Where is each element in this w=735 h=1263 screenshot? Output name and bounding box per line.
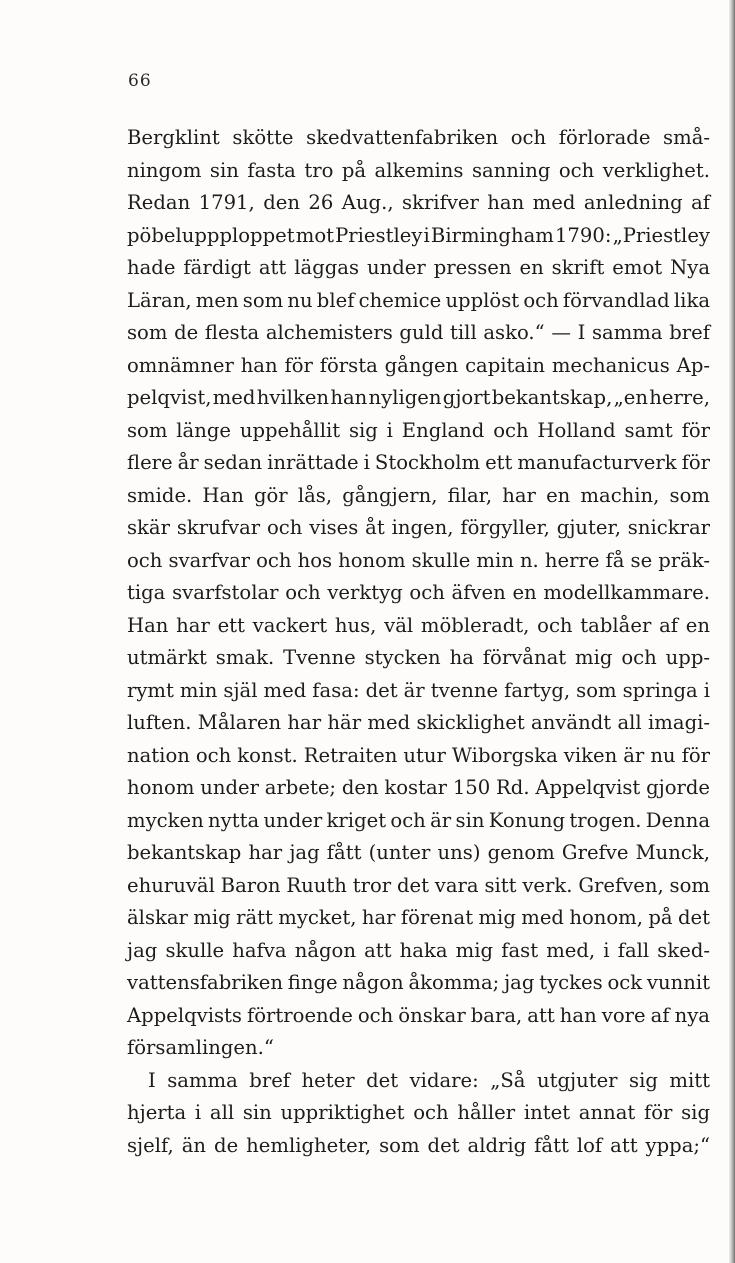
text-line: Bergklint skötte skedvattenfabriken och förlorade små- xyxy=(127,126,710,149)
text-line: älskar mig rätt mycket, har förenat mig med honom, på det xyxy=(127,906,710,929)
paragraph-end-line: församlingen.“ xyxy=(127,1036,274,1059)
text-line: Läran, men som nu blef chemice upplöst och förvandlad lika xyxy=(127,288,710,312)
text-line: rymt min själ med fasa: det är tvenne fartyg, som springa i xyxy=(127,678,710,702)
text-line: tiga svarfstolar och verktyg och äfven en modellkammare. xyxy=(127,581,710,604)
text-line: Appelqvists förtroende och önskar bara, att han vore af nya xyxy=(127,1003,710,1027)
text-line: pöbeluppploppet mot Priestley i Birmingham 1790: „Priestley xyxy=(127,223,710,247)
text-line: ningom sin fasta tro på alkemins sanning och verklighet. xyxy=(127,158,710,182)
text-line: Redan 1791, den 26 Aug., skrifver han med anledning af xyxy=(127,191,710,214)
paragraph-start-line: I samma bref heter det vidare: „Så utgjuter sig mitt xyxy=(148,1068,710,1092)
text-line: smide. Han gör lås, gångjern, filar, har en machin, som xyxy=(127,483,710,507)
text-line: luften. Målaren har här med skicklighet användt all imagi- xyxy=(127,711,710,734)
text-line: honom under arbete; den kostar 150 Rd. Appelqvist gjorde xyxy=(127,776,710,799)
body-text xyxy=(127,122,710,1162)
text-line: och svarfvar och hos honom skulle min n. herre få se präk- xyxy=(127,548,710,572)
text-line: flere år sedan inrättade i Stockholm ett manufacturverk för xyxy=(127,451,710,474)
text-line: mycken nytta under kriget och är sin Konung trogen. Denna xyxy=(127,808,710,832)
text-line: som länge uppehållit sig i England och Holland samt för xyxy=(127,418,710,442)
text-line: omnämner han för första gången capitain mechanicus Ap- xyxy=(127,353,710,377)
text-line: utmärkt smak. Tvenne stycken ha förvånat mig och upp- xyxy=(127,646,710,669)
text-line: ehuruväl Baron Ruuth tror det vara sitt verk. Grefven, som xyxy=(127,873,710,897)
text-line: jag skulle hafva någon att haka mig fast med, i fall sked- xyxy=(127,938,710,962)
page-number: 66 xyxy=(128,71,152,91)
text-line: som de flesta alchemisters guld till asko.“ — I samma bref xyxy=(127,321,710,344)
text-line: vattensfabriken finge någon åkomma; jag tyckes ock vunnit xyxy=(127,971,710,994)
text-line: nation och konst. Retraiten utur Wiborgska viken är nu för xyxy=(127,743,710,767)
text-line: pelqvist, med hvilken han nyligen gjort bekantskap, „en herre, xyxy=(127,386,710,409)
text-line: hade färdigt att läggas under pressen en skrift emot Nya xyxy=(127,256,710,279)
text-line: bekantskap har jag fått (unter uns) genom Grefve Munck, xyxy=(127,841,710,864)
text-line: sjelf, än de hemligheter, som det aldrig fått lof att yppa;“ xyxy=(127,1133,710,1157)
text-line: hjerta i all sin uppriktighet och håller intet annat för sig xyxy=(127,1101,710,1124)
page-edge-shadow xyxy=(729,0,735,1263)
text-line: Han har ett vackert hus, väl möbleradt, och tablåer af en xyxy=(127,613,710,637)
text-line: skär skrufvar och vises åt ingen, förgyller, gjuter, snickrar xyxy=(127,516,710,539)
